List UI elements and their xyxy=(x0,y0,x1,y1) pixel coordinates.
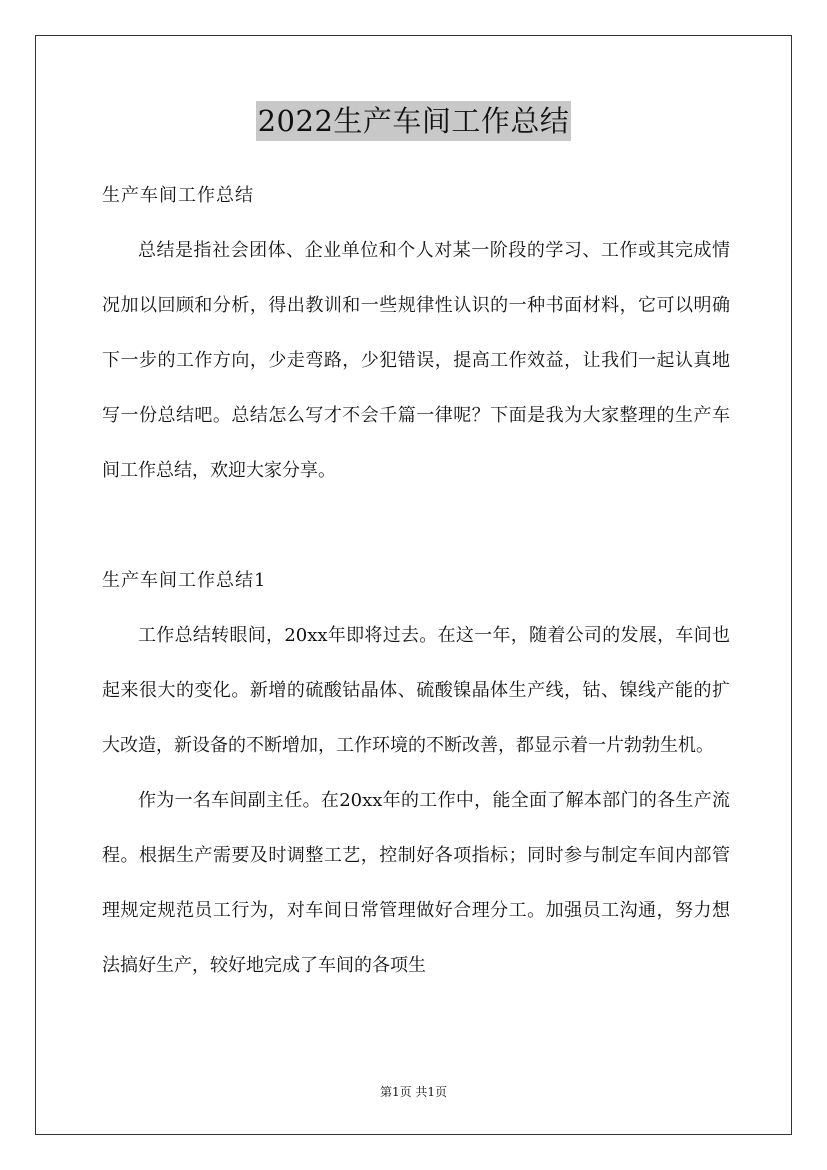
intro-heading: 生产车间工作总结 xyxy=(102,185,254,206)
section1-heading: 生产车间工作总结1 xyxy=(102,570,267,591)
page-footer: 第1页 共1页 xyxy=(379,1085,448,1099)
section1-paragraph-2: 作为一名车间副主任。在20xx年的工作中，能全面了解本部门的各生产流程。根据生产需要及时调整工艺，控制好各项指标；同时参与制定车间内部管理规定规范员工行为，对车间日常管理做好合理分工。加强员工沟通，努力想法搞好生产，较好地完成了车间的各项生 xyxy=(102,790,730,976)
document-title: 2022生产车间工作总结 xyxy=(256,101,572,141)
title-container xyxy=(0,101,827,141)
intro-paragraph: 总结是指社会团体、企业单位和个人对某一阶段的学习、工作或其完成情况加以回顾和分析，得出教训和一些规律性认识的一种书面材料，它可以明确下一步的工作方向，少走弯路，少犯错误，提高工作效益，让我们一起认真地写一份总结吧。总结怎么写才不会千篇一律呢？下面是我为大家整理的生产车间工作总结，欢迎大家分享。 xyxy=(102,240,730,481)
document-body xyxy=(102,168,730,993)
section1-paragraph-1: 工作总结转眼间，20xx年即将过去。在这一年，随着公司的发展，车间也起来很大的变化。新增的硫酸钴晶体、硫酸镍晶体生产线，钴、镍线产能的扩大改造，新设备的不断增加，工作环境的不断改善，都显示着一片勃勃生机。 xyxy=(102,625,730,756)
section-spacer xyxy=(102,498,730,553)
